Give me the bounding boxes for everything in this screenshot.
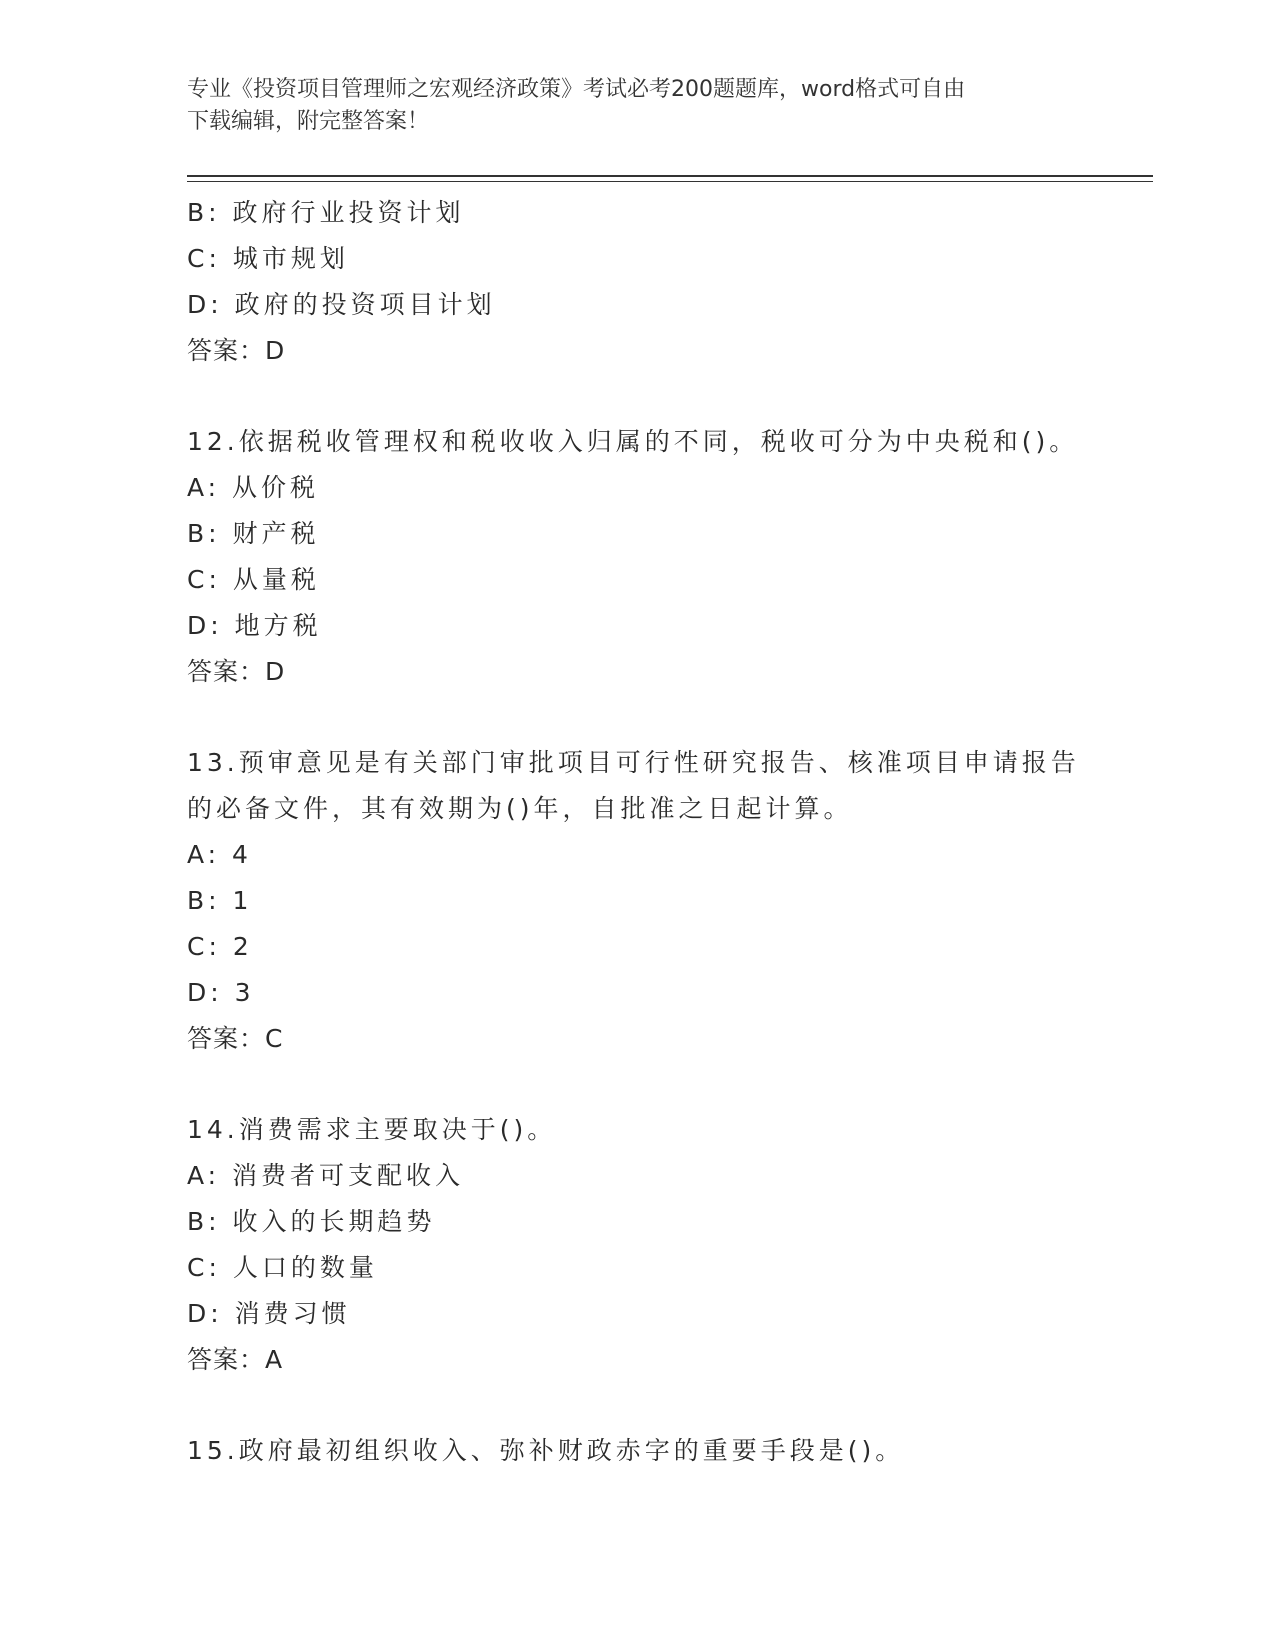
option-a: A: 从价税: [187, 473, 320, 502]
document-header: [187, 74, 1067, 138]
question-list: [187, 190, 1087, 1474]
question-14: [187, 1107, 1087, 1383]
header-line-2: 下载编辑，附完整答案！: [187, 109, 430, 134]
answer: 答案：C: [187, 1024, 284, 1053]
option-b: B: 政府行业投资计划: [187, 198, 465, 227]
option-d: D: 3: [187, 978, 255, 1007]
question-text-line-2: 的必备文件，其有效期为()年，自批准之日起计算。: [187, 794, 853, 823]
option-a: A: 消费者可支配收入: [187, 1161, 465, 1190]
question-text: 14.消费需求主要取决于()。: [187, 1115, 557, 1144]
question-text-line-1: 13.预审意见是有关部门审批项目可行性研究报告、核准项目申请报告: [187, 748, 1080, 777]
option-d: D: 政府的投资项目计划: [187, 290, 496, 319]
answer: 答案：A: [187, 1345, 284, 1374]
option-d: D: 消费习惯: [187, 1299, 351, 1328]
option-b: B: 财产税: [187, 519, 320, 548]
answer: 答案：D: [187, 336, 286, 365]
option-b: B: 1: [187, 886, 253, 915]
option-c: C: 人口的数量: [187, 1253, 378, 1282]
question-11: [187, 190, 1087, 374]
option-c: C: 从量税: [187, 565, 320, 594]
option-c: C: 2: [187, 932, 253, 961]
question-text: 15.政府最初组织收入、弥补财政赤字的重要手段是()。: [187, 1436, 905, 1465]
question-13: [187, 740, 1087, 1062]
question-text: 12.依据税收管理权和税收收入归属的不同，税收可分为中央税和()。: [187, 427, 1079, 456]
option-d: D: 地方税: [187, 611, 322, 640]
answer: 答案：D: [187, 657, 286, 686]
option-b: B: 收入的长期趋势: [187, 1207, 436, 1236]
question-12: [187, 419, 1087, 695]
header-rule-thick: [187, 175, 1153, 177]
option-c: C: 城市规划: [187, 244, 349, 273]
question-15: [187, 1428, 1087, 1474]
header-line-1: 专业《投资项目管理师之宏观经济政策》考试必考200题题库，word格式可自由: [187, 77, 966, 102]
option-a: A: 4: [187, 840, 252, 869]
header-rule-thin: [187, 181, 1153, 182]
